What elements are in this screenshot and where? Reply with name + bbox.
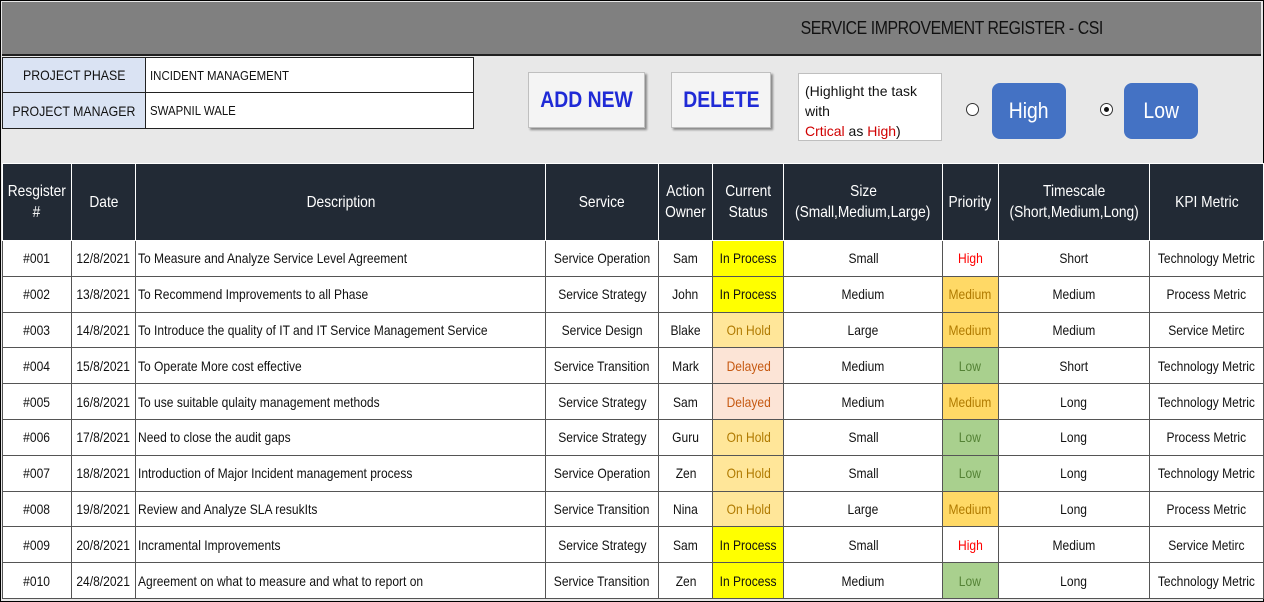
cell-current-status[interactable]: In Process (713, 527, 784, 563)
cell-size[interactable]: Small (784, 527, 942, 563)
cell-service[interactable]: Service Strategy (545, 384, 658, 420)
cell-date[interactable]: 16/8/2021 (71, 384, 136, 420)
cell-register[interactable]: #004 (3, 348, 72, 384)
cell-priority[interactable]: Medium (942, 491, 998, 527)
column-header-kpi-metric[interactable]: KPI Metric (1150, 164, 1264, 241)
column-header-service[interactable]: Service (545, 164, 658, 241)
cell-action-owner[interactable]: Zen (659, 455, 713, 491)
table-header-row (3, 164, 1264, 241)
cell-size[interactable]: Large (784, 491, 942, 527)
table-row[interactable] (3, 241, 1264, 277)
cell-date[interactable]: 15/8/2021 (71, 348, 136, 384)
low-priority-button[interactable]: Low (1124, 83, 1198, 139)
cell-kpi-metric[interactable]: Service Metirc (1150, 312, 1264, 348)
cell-service[interactable]: Service Transition (545, 563, 658, 599)
cell-current-status[interactable]: In Process (713, 563, 784, 599)
cell-priority[interactable]: Low (942, 455, 998, 491)
cell-register[interactable]: #010 (3, 563, 72, 599)
column-header-register[interactable]: Resgister # (3, 164, 72, 241)
radio-low[interactable] (1100, 103, 1113, 116)
cell-service[interactable]: Service Strategy (545, 276, 658, 312)
cell-timescale[interactable]: Short (998, 241, 1149, 277)
cell-action-owner[interactable]: Blake (659, 312, 713, 348)
cell-timescale[interactable]: Medium (998, 276, 1149, 312)
table-row[interactable] (3, 348, 1264, 384)
cell-register[interactable]: #003 (3, 312, 72, 348)
table-row[interactable] (3, 491, 1264, 527)
cell-timescale[interactable]: Long (998, 563, 1149, 599)
project-phase-value[interactable]: INCIDENT MANAGEMENT (150, 67, 289, 83)
delete-button[interactable]: DELETE (671, 72, 771, 128)
cell-timescale[interactable]: Short (998, 348, 1149, 384)
cell-date[interactable]: 19/8/2021 (71, 491, 136, 527)
table-body (3, 241, 1264, 599)
cell-current-status[interactable]: On Hold (713, 419, 784, 455)
cell-service[interactable]: Service Transition (545, 491, 658, 527)
priority-note: (Highlight the task with Crtical as High) (798, 73, 942, 141)
cell-kpi-metric[interactable]: Process Metric (1150, 419, 1264, 455)
cell-description[interactable]: Need to close the audit gaps (136, 419, 545, 455)
cell-kpi-metric[interactable]: Process Metric (1150, 276, 1264, 312)
table-row[interactable] (3, 563, 1264, 599)
cell-priority[interactable]: High (942, 527, 998, 563)
cell-current-status[interactable]: Delayed (713, 384, 784, 420)
column-header-action-owner[interactable]: Action Owner (659, 164, 713, 241)
cell-action-owner[interactable]: Nina (659, 491, 713, 527)
table-row[interactable] (3, 455, 1264, 491)
cell-timescale[interactable]: Long (998, 419, 1149, 455)
cell-description[interactable]: Introduction of Major Incident management process (136, 455, 545, 491)
cell-action-owner[interactable]: Sam (659, 527, 713, 563)
project-manager-label: PROJECT MANAGER (3, 93, 146, 128)
cell-timescale[interactable]: Long (998, 384, 1149, 420)
cell-current-status[interactable]: Delayed (713, 348, 784, 384)
column-header-priority[interactable]: Priority (942, 164, 998, 241)
cell-register[interactable]: #009 (3, 527, 72, 563)
cell-register[interactable]: #001 (3, 241, 72, 277)
project-manager-row (3, 93, 473, 128)
cell-kpi-metric[interactable]: Technology Metric (1150, 455, 1264, 491)
cell-action-owner[interactable]: John (659, 276, 713, 312)
cell-description[interactable]: To Recommend Improvements to all Phase (136, 276, 545, 312)
cell-size[interactable]: Small (784, 455, 942, 491)
cell-priority[interactable]: Low (942, 419, 998, 455)
cell-service[interactable]: Service Strategy (545, 419, 658, 455)
cell-register[interactable]: #008 (3, 491, 72, 527)
cell-priority[interactable]: Low (942, 348, 998, 384)
page-title: SERVICE IMPROVEMENT REGISTER - CSI (800, 17, 1103, 38)
column-header-size[interactable]: Size (Small,Medium,Large) (784, 164, 942, 241)
cell-priority[interactable]: High (942, 241, 998, 277)
cell-register[interactable]: #002 (3, 276, 72, 312)
register-table (2, 163, 1264, 599)
cell-current-status[interactable]: On Hold (713, 455, 784, 491)
project-phase-row (3, 58, 473, 93)
cell-service[interactable]: Service Operation (545, 241, 658, 277)
cell-size[interactable]: Medium (784, 563, 942, 599)
project-phase-label: PROJECT PHASE (3, 58, 146, 92)
cell-timescale[interactable]: Long (998, 455, 1149, 491)
cell-kpi-metric[interactable]: Technology Metric (1150, 348, 1264, 384)
cell-description[interactable]: Incramental Improvements (136, 527, 545, 563)
cell-service[interactable]: Service Strategy (545, 527, 658, 563)
cell-priority[interactable]: Medium (942, 384, 998, 420)
cell-date[interactable]: 24/8/2021 (71, 563, 136, 599)
cell-description[interactable]: Agreement on what to measure and what to report on (136, 563, 545, 599)
cell-kpi-metric[interactable]: Technology Metric (1150, 563, 1264, 599)
table-row[interactable] (3, 384, 1264, 420)
cell-description[interactable]: To Measure and Analyze Service Level Agreement (136, 241, 545, 277)
column-header-description[interactable]: Description (136, 164, 545, 241)
cell-kpi-metric[interactable]: Technology Metric (1150, 384, 1264, 420)
cell-priority[interactable]: Medium (942, 276, 998, 312)
cell-register[interactable]: #006 (3, 419, 72, 455)
cell-service[interactable]: Service Design (545, 312, 658, 348)
cell-timescale[interactable]: Medium (998, 312, 1149, 348)
cell-size[interactable]: Medium (784, 384, 942, 420)
cell-size[interactable]: Medium (784, 276, 942, 312)
cell-register[interactable]: #005 (3, 384, 72, 420)
cell-kpi-metric[interactable]: Process Metric (1150, 491, 1264, 527)
cell-date[interactable]: 18/8/2021 (71, 455, 136, 491)
table-row[interactable] (3, 276, 1264, 312)
cell-date[interactable]: 12/8/2021 (71, 241, 136, 277)
cell-date[interactable]: 17/8/2021 (71, 419, 136, 455)
high-priority-button[interactable]: High (992, 83, 1066, 139)
radio-high[interactable] (966, 103, 979, 116)
cell-priority[interactable]: Medium (942, 312, 998, 348)
project-manager-value[interactable]: SWAPNIL WALE (150, 103, 236, 118)
cell-date[interactable]: 14/8/2021 (71, 312, 136, 348)
cell-action-owner[interactable]: Mark (659, 348, 713, 384)
cell-current-status[interactable]: On Hold (713, 491, 784, 527)
cell-timescale[interactable]: Medium (998, 527, 1149, 563)
cell-description[interactable]: To use suitable qulaity management methods (136, 384, 545, 420)
cell-register[interactable]: #007 (3, 455, 72, 491)
page-title-bar (2, 2, 1261, 56)
cell-description[interactable]: To Introduce the quality of IT and IT Service Management Service (136, 312, 545, 348)
cell-kpi-metric[interactable]: Technology Metric (1150, 241, 1264, 277)
cell-action-owner[interactable]: Zen (659, 563, 713, 599)
cell-size[interactable]: Large (784, 312, 942, 348)
cell-current-status[interactable]: In Process (713, 241, 784, 277)
project-info-box (2, 57, 474, 129)
cell-kpi-metric[interactable]: Service Metirc (1150, 527, 1264, 563)
column-header-timescale[interactable]: Timescale (Short,Medium,Long) (998, 164, 1149, 241)
cell-action-owner[interactable]: Guru (659, 419, 713, 455)
table-row[interactable] (3, 312, 1264, 348)
cell-service[interactable]: Service Operation (545, 455, 658, 491)
table-row[interactable] (3, 419, 1264, 455)
cell-description[interactable]: To Operate More cost effective (136, 348, 545, 384)
cell-size[interactable]: Medium (784, 348, 942, 384)
cell-size[interactable]: Small (784, 241, 942, 277)
cell-date[interactable]: 13/8/2021 (71, 276, 136, 312)
cell-date[interactable]: 20/8/2021 (71, 527, 136, 563)
cell-description[interactable]: Review and Analyze SLA resukIts (136, 491, 545, 527)
cell-priority[interactable]: Low (942, 563, 998, 599)
cell-current-status[interactable]: On Hold (713, 312, 784, 348)
cell-current-status[interactable]: In Process (713, 276, 784, 312)
table-row[interactable] (3, 527, 1264, 563)
column-header-current-status[interactable]: Current Status (713, 164, 784, 241)
cell-timescale[interactable]: Long (998, 491, 1149, 527)
cell-action-owner[interactable]: Sam (659, 384, 713, 420)
cell-action-owner[interactable]: Sam (659, 241, 713, 277)
cell-size[interactable]: Small (784, 419, 942, 455)
add-new-button[interactable]: ADD NEW (528, 72, 645, 128)
cell-service[interactable]: Service Transition (545, 348, 658, 384)
column-header-date[interactable]: Date (71, 164, 136, 241)
